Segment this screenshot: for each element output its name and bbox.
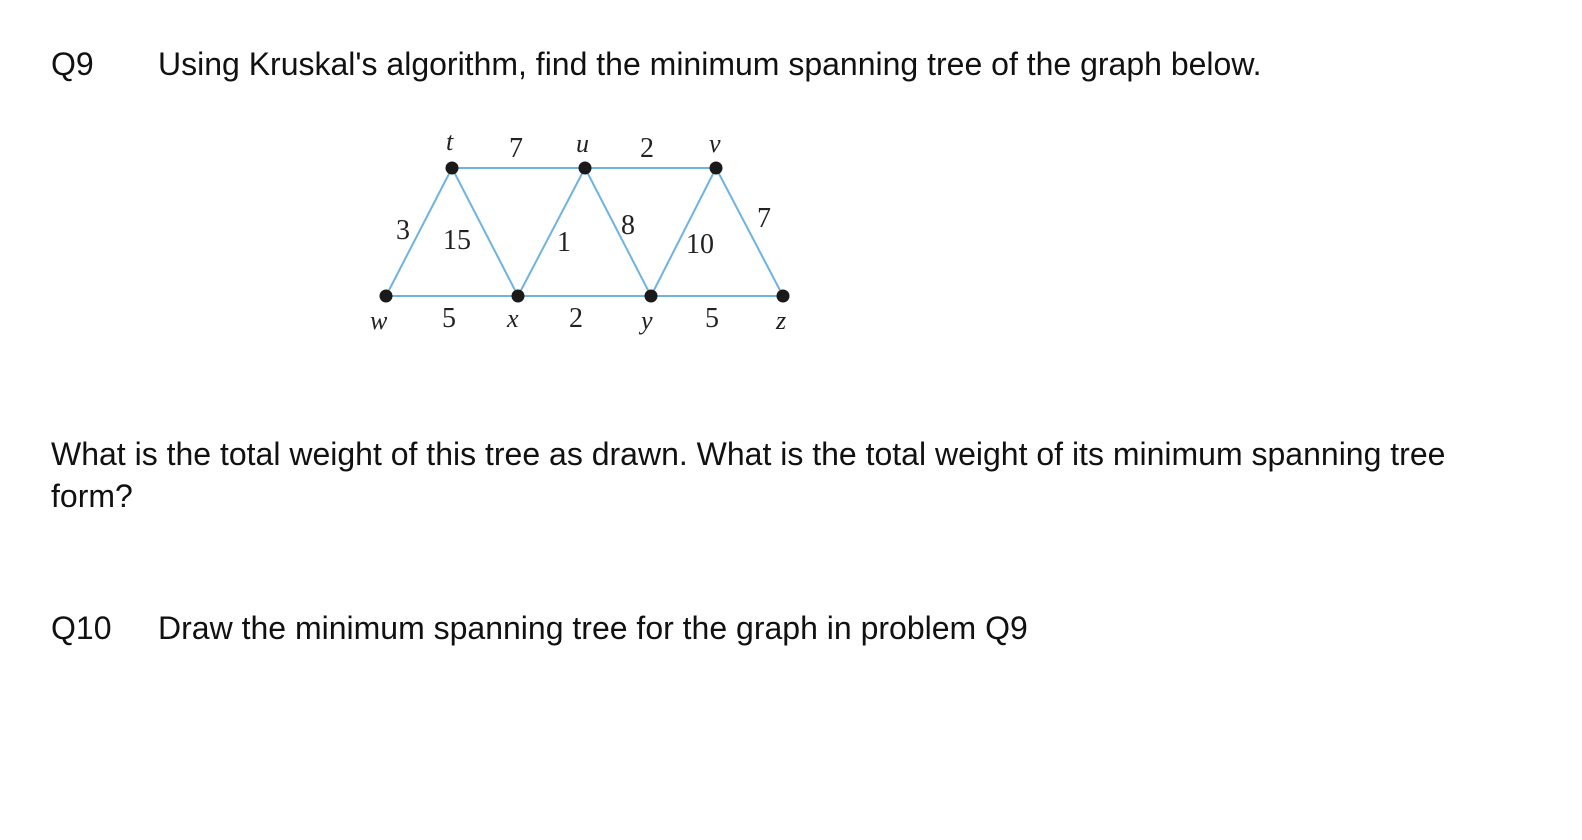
question-10-text: Draw the minimum spanning tree for the graph in problem Q9 xyxy=(158,610,1028,646)
weight-w-t: 3 xyxy=(396,215,410,246)
vertex-z xyxy=(777,290,790,303)
vertex-label-u: u xyxy=(576,129,589,158)
question-text: What is the total weight of this tree as drawn. What is the total weight of its minimum spanning tree form? xyxy=(51,436,1446,514)
weight-t-x: 15 xyxy=(443,225,471,256)
question-9-number: Q9 xyxy=(51,46,94,82)
edge-x-u xyxy=(518,168,585,296)
weight-y-z: 5 xyxy=(705,303,719,334)
weight-y-v: 10 xyxy=(686,229,714,260)
vertex-t xyxy=(446,162,459,175)
vertex-label-w: w xyxy=(370,306,388,335)
weight-x-y: 2 xyxy=(569,303,583,334)
weight-x-u: 1 xyxy=(557,227,571,258)
vertex-v xyxy=(710,162,723,175)
graph-vertices xyxy=(380,162,790,303)
vertex-label-z: z xyxy=(776,306,787,335)
vertex-label-x: x xyxy=(507,304,519,333)
weight-w-x: 5 xyxy=(442,303,456,334)
vertex-w xyxy=(380,290,393,303)
vertex-u xyxy=(579,162,592,175)
question-10-number: Q10 xyxy=(51,610,112,646)
edge-u-y xyxy=(585,168,651,296)
question-9-text: Using Kruskal's algorithm, find the minimum spanning tree of the graph below. xyxy=(158,46,1262,82)
vertex-y xyxy=(645,290,658,303)
vertex-label-t: t xyxy=(446,127,454,156)
edge-v-z xyxy=(716,168,783,296)
weight-t-u: 7 xyxy=(509,133,523,164)
weight-u-v: 2 xyxy=(640,133,654,164)
weight-u-y: 8 xyxy=(621,210,635,241)
vertex-x xyxy=(512,290,525,303)
weight-v-z: 7 xyxy=(757,203,771,234)
vertex-label-y: y xyxy=(641,306,653,335)
vertex-label-v: v xyxy=(709,129,721,158)
